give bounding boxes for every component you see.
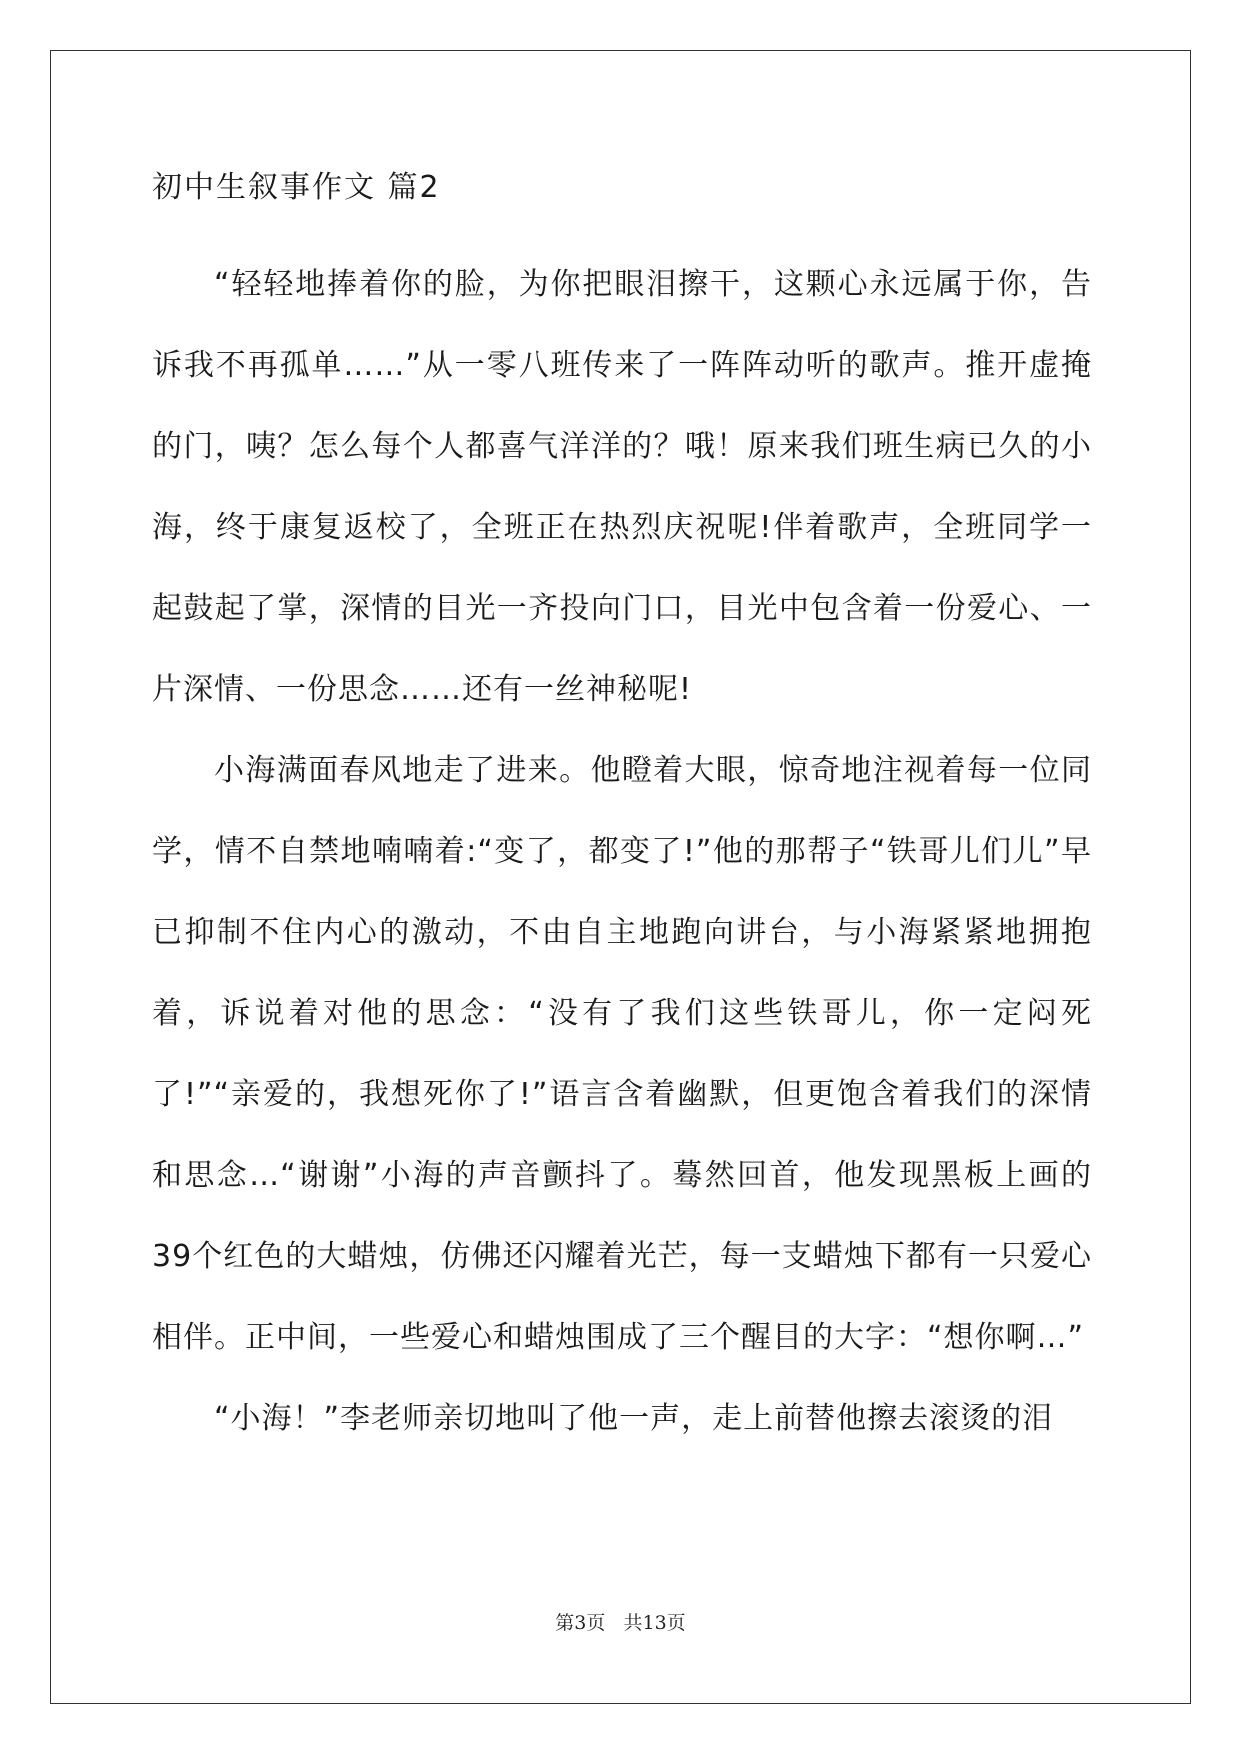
page-footer [0, 1610, 1241, 1636]
paragraph: “小海！”李老师亲切地叫了他一声，走上前替他擦去滚烫的泪 [214, 1401, 1054, 1436]
paragraph: 小海满面春风地走了进来。他瞪着大眼，惊奇地注视着每一位同学，情不自禁地喃喃着:“变了，都变了!”他的那帮子“铁哥儿们儿”早已抑制不住内心的激动，不由自主地跑向讲台，与小海紧紧地拥抱着，诉说着对他的思念：“没有了我们这些铁哥儿，你一定闷死了!”“亲爱的，我想死你了!”语言含着幽默，但更饱含着我们的深情和思念…“谢谢”小海的声音颤抖了。蓦然回首，他发现黑板上画的39个红色的大蜡烛，仿佛还闪耀着光芒，每一支蜡烛下都有一只爱心相伴。正中间，一些爱心和蜡烛围成了三个醒目的大字：“想你啊…” [152, 753, 1092, 1355]
paragraph: “轻轻地捧着你的脸，为你把眼泪擦干，这颗心永远属于你，告诉我不再孤单……”从一零八班传来了一阵阵动听的歌声。推开虚掩的门，咦？怎么每个人都喜气洋洋的？哦！原来我们班生病已久的小海，终于康复返校了，全班正在热烈庆祝呢!伴着歌声，全班同学一起鼓起了掌，深情的目光一齐投向门口，目光中包含着一份爱心、一片深情、一份思念……还有一丝神秘呢! [152, 267, 1092, 707]
document-heading: 初中生叙事作文 篇2 [152, 170, 441, 205]
page-number-label: 第3页 共13页 [555, 1612, 686, 1634]
document-body [152, 166, 1092, 1459]
